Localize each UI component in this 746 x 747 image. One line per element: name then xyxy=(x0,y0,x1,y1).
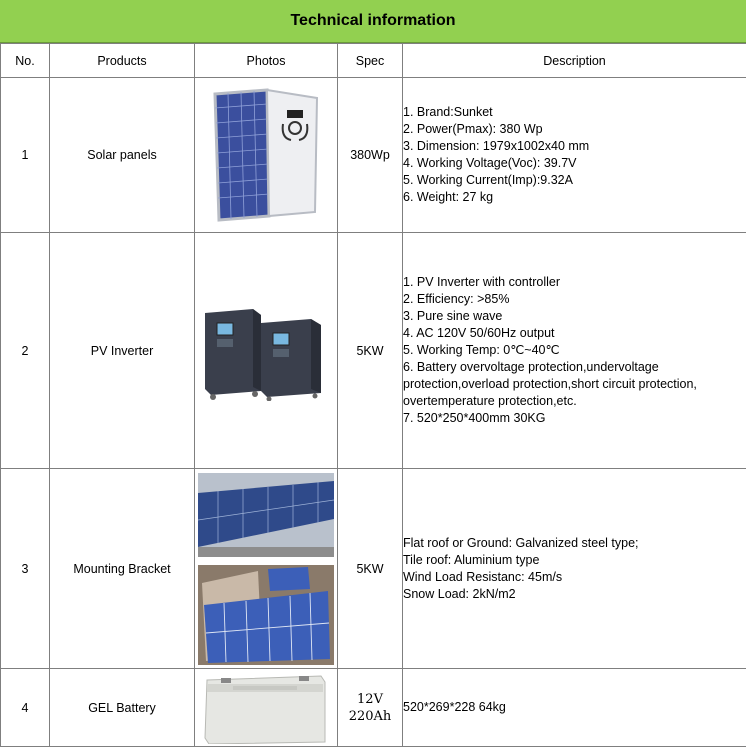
column-header-products: Products xyxy=(50,44,195,78)
table-row xyxy=(1,78,746,233)
description-line: Wind Load Resistanc: 45m/s xyxy=(403,569,563,584)
table-row xyxy=(1,233,746,469)
description-line: overtemperature protection,etc. xyxy=(403,394,577,408)
product-name: GEL Battery xyxy=(50,669,195,747)
solar-panel-icon xyxy=(211,88,321,222)
product-photo xyxy=(195,78,338,233)
description-line: 3. Dimension: 1979x1002x40 mm xyxy=(403,139,590,153)
description-line: 6. Weight: 27 kg xyxy=(403,190,494,204)
description-line: 2. Power(Pmax): 380 Wp xyxy=(403,122,543,136)
battery-icon xyxy=(203,672,329,744)
description-line: protection,overload protection,short circuit protection, xyxy=(403,377,697,391)
description-line: Flat roof or Ground: Galvanized steel type; xyxy=(403,535,639,550)
column-header-photos: Photos xyxy=(195,44,338,78)
product-name: Solar panels xyxy=(50,78,195,233)
description-line: 1. PV Inverter with controller xyxy=(403,275,561,289)
product-name: PV Inverter xyxy=(50,233,195,469)
description-line: 5. Working Temp: 0℃~40℃ xyxy=(403,343,560,357)
description-cell xyxy=(403,78,746,233)
page-title: Technical information xyxy=(0,0,746,43)
description-line: 3. Pure sine wave xyxy=(403,309,503,323)
column-header-description: Description xyxy=(403,44,746,78)
description-line: 7. 520*250*400mm 30KG xyxy=(403,411,546,425)
spec-value: 5KW xyxy=(338,233,403,469)
product-name: Mounting Bracket xyxy=(50,469,195,669)
table-header-row xyxy=(1,44,746,78)
inverter-icon xyxy=(199,301,333,401)
row-number: 4 xyxy=(1,669,50,747)
spec-voltage: 12V xyxy=(357,691,383,707)
description-cell xyxy=(403,669,746,747)
mounting-bracket-icon xyxy=(198,473,334,665)
description-line: 5. Working Current(Imp):9.32A xyxy=(403,173,573,187)
product-photo xyxy=(195,669,338,747)
row-number: 2 xyxy=(1,233,50,469)
column-header-spec: Spec xyxy=(338,44,403,78)
description-line: 4. Working Voltage(Voc): 39.7V xyxy=(403,156,577,170)
description-line: 4. AC 120V 50/60Hz output xyxy=(403,326,555,340)
description-line: Tile roof: Aluminium type xyxy=(403,552,540,567)
spec-value: 380Wp xyxy=(338,78,403,233)
description-line: 520*269*228 64kg xyxy=(403,700,506,714)
column-header-no: No. xyxy=(1,44,50,78)
spec-table xyxy=(0,43,746,747)
product-photo xyxy=(195,469,338,669)
spec-capacity: 220Ah xyxy=(348,708,392,724)
row-number: 3 xyxy=(1,469,50,669)
spec-value: 5KW xyxy=(338,469,403,669)
description-line: 1. Brand:Sunket xyxy=(403,105,493,119)
spec-value xyxy=(338,669,403,747)
row-number: 1 xyxy=(1,78,50,233)
product-photo xyxy=(195,233,338,469)
description-line: 2. Efficiency: >85% xyxy=(403,292,510,306)
table-row xyxy=(1,469,746,669)
description-cell xyxy=(403,233,746,469)
table-row xyxy=(1,669,746,747)
description-cell xyxy=(403,469,746,669)
description-line: 6. Battery overvoltage protection,undervoltage xyxy=(403,360,659,374)
description-line: Snow Load: 2kN/m2 xyxy=(403,586,516,601)
